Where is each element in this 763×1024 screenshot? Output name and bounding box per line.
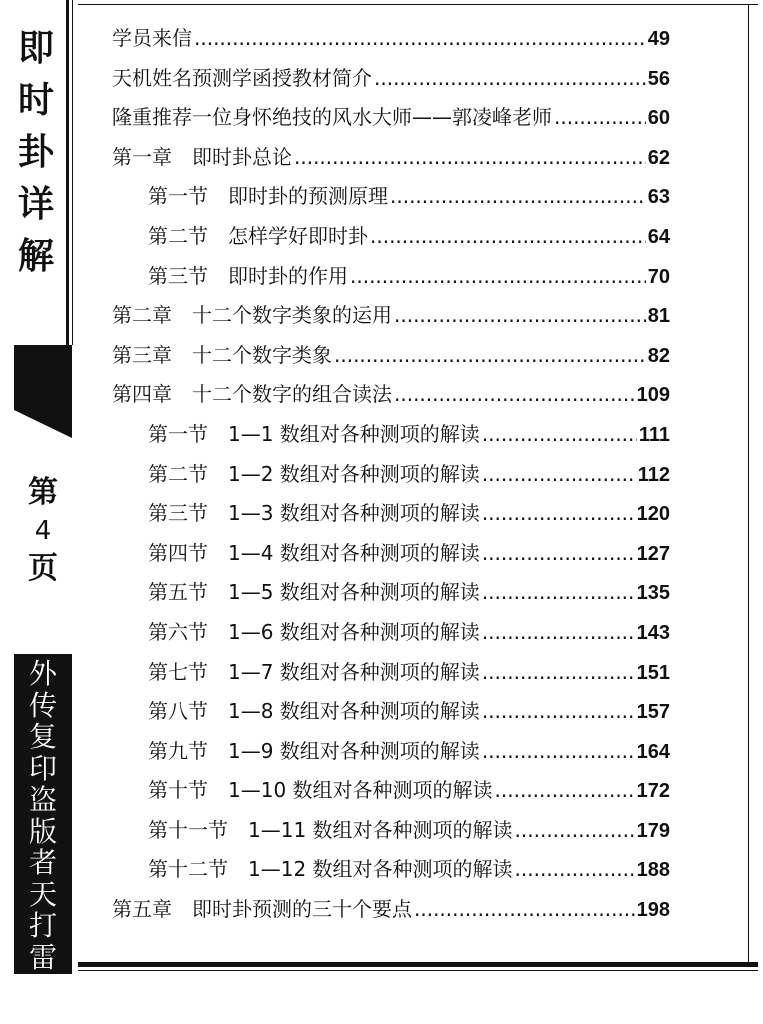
toc-entry bbox=[112, 378, 670, 418]
toc-dot-leader bbox=[482, 501, 635, 525]
toc-entry-label: 第一章 即时卦总论 bbox=[112, 144, 292, 169]
toc-entry-label: 第一节 1—1 数组对各种测项的解读 bbox=[148, 421, 480, 446]
toc-entry bbox=[112, 62, 670, 102]
warning-char: 雷 bbox=[28, 940, 57, 974]
toc-entry-page: 188 bbox=[636, 859, 670, 882]
toc-entry-page: 60 bbox=[647, 107, 670, 130]
toc-entry-page: 172 bbox=[636, 780, 670, 803]
toc-entry bbox=[112, 22, 670, 62]
toc-entry-label: 第六节 1—6 数组对各种测项的解读 bbox=[148, 619, 480, 644]
toc-dot-leader bbox=[515, 857, 635, 881]
toc-dot-leader bbox=[482, 699, 635, 723]
toc-dot-leader bbox=[394, 303, 646, 327]
book-title-char: 卦 bbox=[17, 131, 54, 173]
toc-dot-leader bbox=[334, 343, 646, 367]
book-title-vertical bbox=[14, 22, 58, 282]
toc-entry bbox=[112, 853, 670, 893]
toc-dot-leader bbox=[482, 580, 635, 604]
toc-entry-page: 151 bbox=[636, 661, 670, 684]
toc-entry-page: 82 bbox=[647, 344, 670, 367]
toc-entry-label: 第八节 1—8 数组对各种测项的解读 bbox=[148, 699, 480, 724]
toc-entry bbox=[112, 814, 670, 854]
copyright-warning-banner bbox=[14, 654, 72, 1005]
table-of-contents bbox=[112, 22, 670, 933]
warning-char: 版 bbox=[28, 814, 57, 848]
toc-entry-page: 70 bbox=[647, 265, 670, 288]
toc-dot-leader bbox=[294, 145, 646, 169]
toc-dot-leader bbox=[482, 422, 637, 446]
book-title-char: 详 bbox=[17, 183, 54, 225]
book-title-char: 时 bbox=[17, 79, 54, 121]
toc-entry bbox=[112, 299, 670, 339]
toc-dot-leader bbox=[482, 660, 635, 684]
toc-dot-leader bbox=[374, 66, 646, 90]
toc-entry-label: 第九节 1—9 数组对各种测项的解读 bbox=[148, 738, 480, 763]
page-label-bottom: 页 bbox=[28, 551, 58, 586]
frame-bottom-rule bbox=[78, 962, 758, 967]
warning-char: 盗 bbox=[28, 783, 57, 816]
toc-entry-page: 164 bbox=[636, 740, 670, 763]
toc-entry-label: 第七节 1—7 数组对各种测项的解读 bbox=[148, 659, 480, 684]
toc-entry bbox=[112, 101, 670, 141]
frame-top-rule bbox=[78, 4, 758, 5]
toc-entry-page: 81 bbox=[647, 305, 670, 328]
toc-dot-leader bbox=[515, 818, 635, 842]
toc-entry-label: 第二章 十二个数字类象的运用 bbox=[112, 303, 392, 328]
warning-char: 者 bbox=[28, 846, 57, 879]
toc-entry bbox=[112, 656, 670, 696]
toc-entry bbox=[112, 893, 670, 933]
toc-entry-page: 109 bbox=[636, 384, 670, 407]
toc-entry-label: 第三节 即时卦的作用 bbox=[148, 263, 348, 288]
toc-entry bbox=[112, 537, 670, 577]
warning-char: 劈 bbox=[28, 972, 57, 1005]
toc-entry bbox=[112, 576, 670, 616]
toc-dot-leader bbox=[495, 778, 635, 802]
toc-dot-leader bbox=[554, 105, 646, 129]
toc-entry bbox=[112, 695, 670, 735]
toc-entry-page: 120 bbox=[636, 503, 670, 526]
toc-entry-label: 第一节 即时卦的预测原理 bbox=[148, 184, 388, 209]
warning-char: 天 bbox=[28, 877, 57, 911]
toc-dot-leader bbox=[370, 224, 646, 248]
sidebar-rule bbox=[72, 0, 73, 345]
toc-entry-page: 179 bbox=[636, 819, 670, 842]
toc-entry bbox=[112, 458, 670, 498]
toc-entry bbox=[112, 339, 670, 379]
toc-entry-page: 127 bbox=[636, 542, 670, 565]
book-title-char: 解 bbox=[17, 235, 54, 277]
toc-entry-label: 第五章 即时卦预测的三十个要点 bbox=[112, 897, 412, 922]
book-title-char: 即 bbox=[17, 27, 54, 69]
toc-entry-page: 143 bbox=[636, 621, 670, 644]
toc-dot-leader bbox=[482, 620, 635, 644]
toc-entry-page: 157 bbox=[636, 701, 670, 724]
toc-entry-page: 135 bbox=[636, 582, 670, 605]
toc-entry-label: 第二节 怎样学好即时卦 bbox=[148, 223, 368, 248]
toc-entry bbox=[112, 220, 670, 260]
toc-entry-label: 第三节 1—3 数组对各种测项的解读 bbox=[148, 501, 480, 526]
page-number: 4 bbox=[34, 516, 52, 546]
toc-entry-label: 隆重推荐一位身怀绝技的风水大师——郭凌峰老师 bbox=[112, 105, 552, 130]
toc-entry-label: 学员来信 bbox=[112, 26, 192, 50]
page-label-top: 第 bbox=[28, 475, 58, 510]
toc-dot-leader bbox=[482, 541, 635, 565]
toc-entry-page: 112 bbox=[637, 463, 670, 486]
toc-entry bbox=[112, 418, 670, 458]
toc-entry-label: 第四章 十二个数字的组合读法 bbox=[112, 382, 392, 407]
warning-char: 外 bbox=[28, 657, 57, 690]
toc-entry-label: 第十节 1—10 数组对各种测项的解读 bbox=[148, 778, 493, 803]
toc-dot-leader bbox=[414, 897, 635, 921]
toc-entry-label: 第十一节 1—11 数组对各种测项的解读 bbox=[148, 817, 513, 842]
toc-entry-page: 63 bbox=[647, 186, 670, 209]
page-number-vertical bbox=[14, 474, 72, 588]
toc-dot-leader bbox=[482, 739, 635, 763]
toc-entry-label: 第十二节 1—12 数组对各种测项的解读 bbox=[148, 857, 513, 882]
toc-entry-page: 64 bbox=[647, 225, 670, 248]
toc-entry bbox=[112, 180, 670, 220]
toc-entry-page: 56 bbox=[647, 67, 670, 90]
toc-entry-page: 111 bbox=[638, 423, 670, 446]
toc-dot-leader bbox=[482, 462, 636, 486]
toc-entry bbox=[112, 260, 670, 300]
sidebar-black-tab bbox=[14, 345, 72, 410]
toc-dot-leader bbox=[350, 264, 646, 288]
toc-dot-leader bbox=[394, 382, 635, 406]
warning-char: 传 bbox=[28, 688, 57, 722]
toc-entry bbox=[112, 774, 670, 814]
toc-entry-label: 第五节 1—5 数组对各种测项的解读 bbox=[148, 580, 480, 605]
warning-char: 复 bbox=[28, 720, 57, 753]
toc-entry bbox=[112, 141, 670, 181]
frame-right-rule bbox=[748, 4, 749, 964]
sidebar-rule bbox=[66, 0, 69, 345]
toc-entry-page: 49 bbox=[647, 28, 670, 50]
toc-entry-label: 第三章 十二个数字类象 bbox=[112, 342, 332, 367]
toc-entry bbox=[112, 616, 670, 656]
toc-entry-label: 第四节 1—4 数组对各种测项的解读 bbox=[148, 540, 480, 565]
toc-entry-page: 198 bbox=[636, 899, 670, 922]
warning-char: 印 bbox=[28, 751, 57, 785]
toc-entry-label: 第二节 1—2 数组对各种测项的解读 bbox=[148, 461, 480, 486]
frame-bottom-rule bbox=[78, 970, 758, 971]
toc-dot-leader bbox=[194, 26, 646, 50]
toc-entry-page: 62 bbox=[647, 146, 670, 169]
toc-entry bbox=[112, 497, 670, 537]
toc-entry-label: 天机姓名预测学函授教材简介 bbox=[112, 65, 372, 90]
toc-dot-leader bbox=[390, 184, 646, 208]
warning-char: 打 bbox=[28, 909, 57, 942]
toc-entry bbox=[112, 735, 670, 775]
